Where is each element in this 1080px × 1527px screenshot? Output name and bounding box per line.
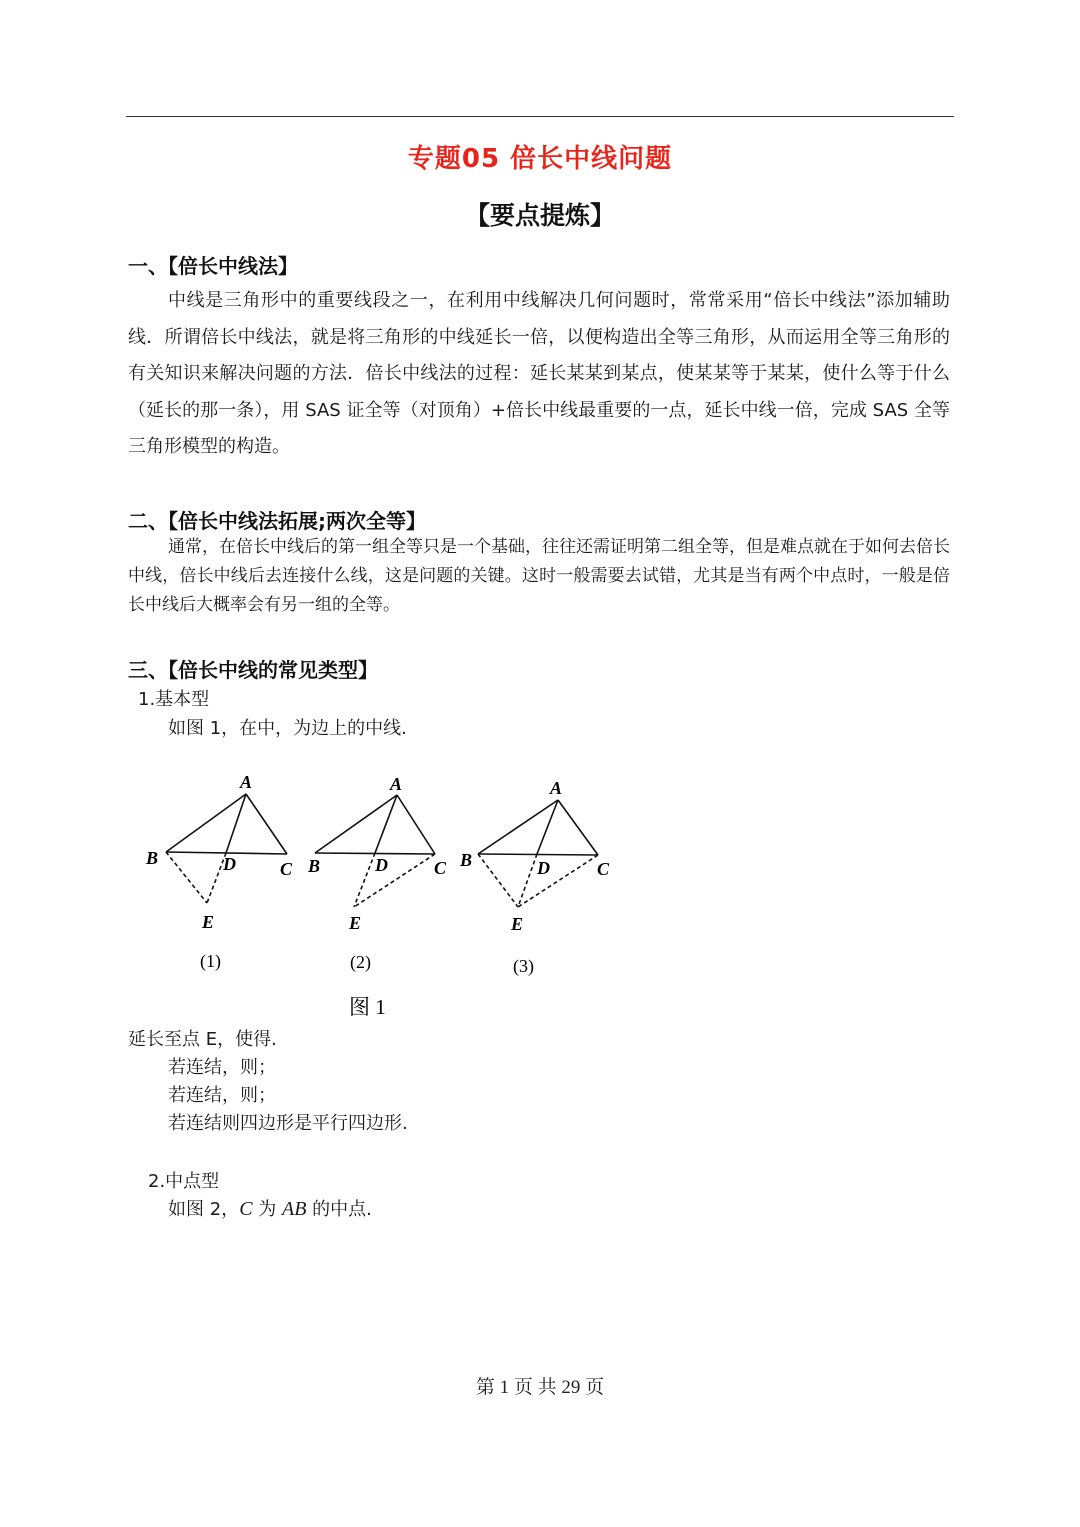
section3-heading: 三、【倍长中线的常见类型】	[128, 658, 378, 682]
header-rule	[126, 116, 954, 117]
panel3-label-a: A	[550, 778, 563, 798]
panel2-caption: (2)	[350, 952, 371, 972]
item2-var-c: C	[239, 1198, 253, 1220]
page-footer: 第 1 页 共 29 页	[475, 1377, 605, 1398]
panel3-caption: (3)	[513, 956, 534, 976]
case-3: 若连结则四边形是平行四边形.	[168, 1113, 408, 1134]
panel3-label-c: C	[597, 859, 610, 879]
item2-title: 2.中点型	[148, 1171, 220, 1192]
panel1-label-b: B	[146, 848, 159, 868]
figure-1-diagram	[130, 760, 630, 1030]
panel2-label-e: E	[349, 913, 362, 933]
item2-suffix: 的中点.	[306, 1199, 372, 1220]
panel2-label-a: A	[390, 774, 403, 794]
section1-body: 中线是三角形中的重要线段之一，在利用中线解决几何问题时，常常采用“倍长中线法”添加辅助线．所谓倍长中线法，就是将三角形的中线延长一倍，以便构造出全等三角形，从而运用全等三角形的有关知识来解决问题的方法．倍长中线法的过程：延长某某到某点，使某某等于某某，使什么等于什么（延长的那一条），用 SAS 证全等（对顶角）+倍长中线最重要的一点，延长中线一倍，完成 SAS 全等三角形模型的构造。	[128, 290, 950, 457]
panel2-label-b: B	[308, 856, 321, 876]
section1-heading: 一、【倍长中线法】	[128, 254, 298, 278]
figure-panel-1	[166, 794, 287, 903]
figure-caption: 图 1	[349, 995, 386, 1019]
panel1-label-d: D	[223, 854, 236, 874]
section2-body: 通常，在倍长中线后的第一组全等只是一个基础，往往还需证明第二组全等，但是难点就在于如何去倍长中线，倍长中线后去连接什么线，这是问题的关键。这时一般需要去试错，尤其是当有两个中点时，一般是倍长中线后大概率会有另一组的全等。	[128, 537, 950, 615]
panel3-label-d: D	[537, 858, 550, 878]
panel1-label-a: A	[240, 772, 253, 792]
item1-description: 如图 1，在中，为边上的中线.	[168, 718, 407, 739]
extend-statement: 延长至点 E，使得.	[128, 1029, 277, 1050]
figure-panel-3	[478, 800, 598, 907]
panel1-label-e: E	[202, 912, 215, 932]
section-subtitle: 【要点提炼】	[464, 201, 615, 230]
case-2: 若连结，则；	[168, 1085, 276, 1106]
document-title: 专题05 倍长中线问题	[407, 144, 673, 174]
item2-prefix: 如图 2，	[168, 1199, 240, 1220]
panel1-label-c: C	[280, 859, 293, 879]
case-1: 若连结，则；	[168, 1057, 276, 1078]
panel2-label-c: C	[434, 858, 447, 878]
panel3-label-e: E	[511, 914, 524, 934]
item1-title: 1.基本型	[138, 689, 210, 710]
figure-panel-2	[315, 795, 435, 907]
panel1-caption: (1)	[200, 951, 221, 971]
item2-mid: 为	[252, 1199, 282, 1220]
panel2-label-d: D	[375, 855, 388, 875]
item2-var-ab: AB	[281, 1198, 307, 1220]
item2-description	[168, 1195, 372, 1221]
panel3-label-b: B	[460, 850, 473, 870]
section2-heading: 二、【倍长中线法拓展;两次全等】	[128, 509, 426, 533]
